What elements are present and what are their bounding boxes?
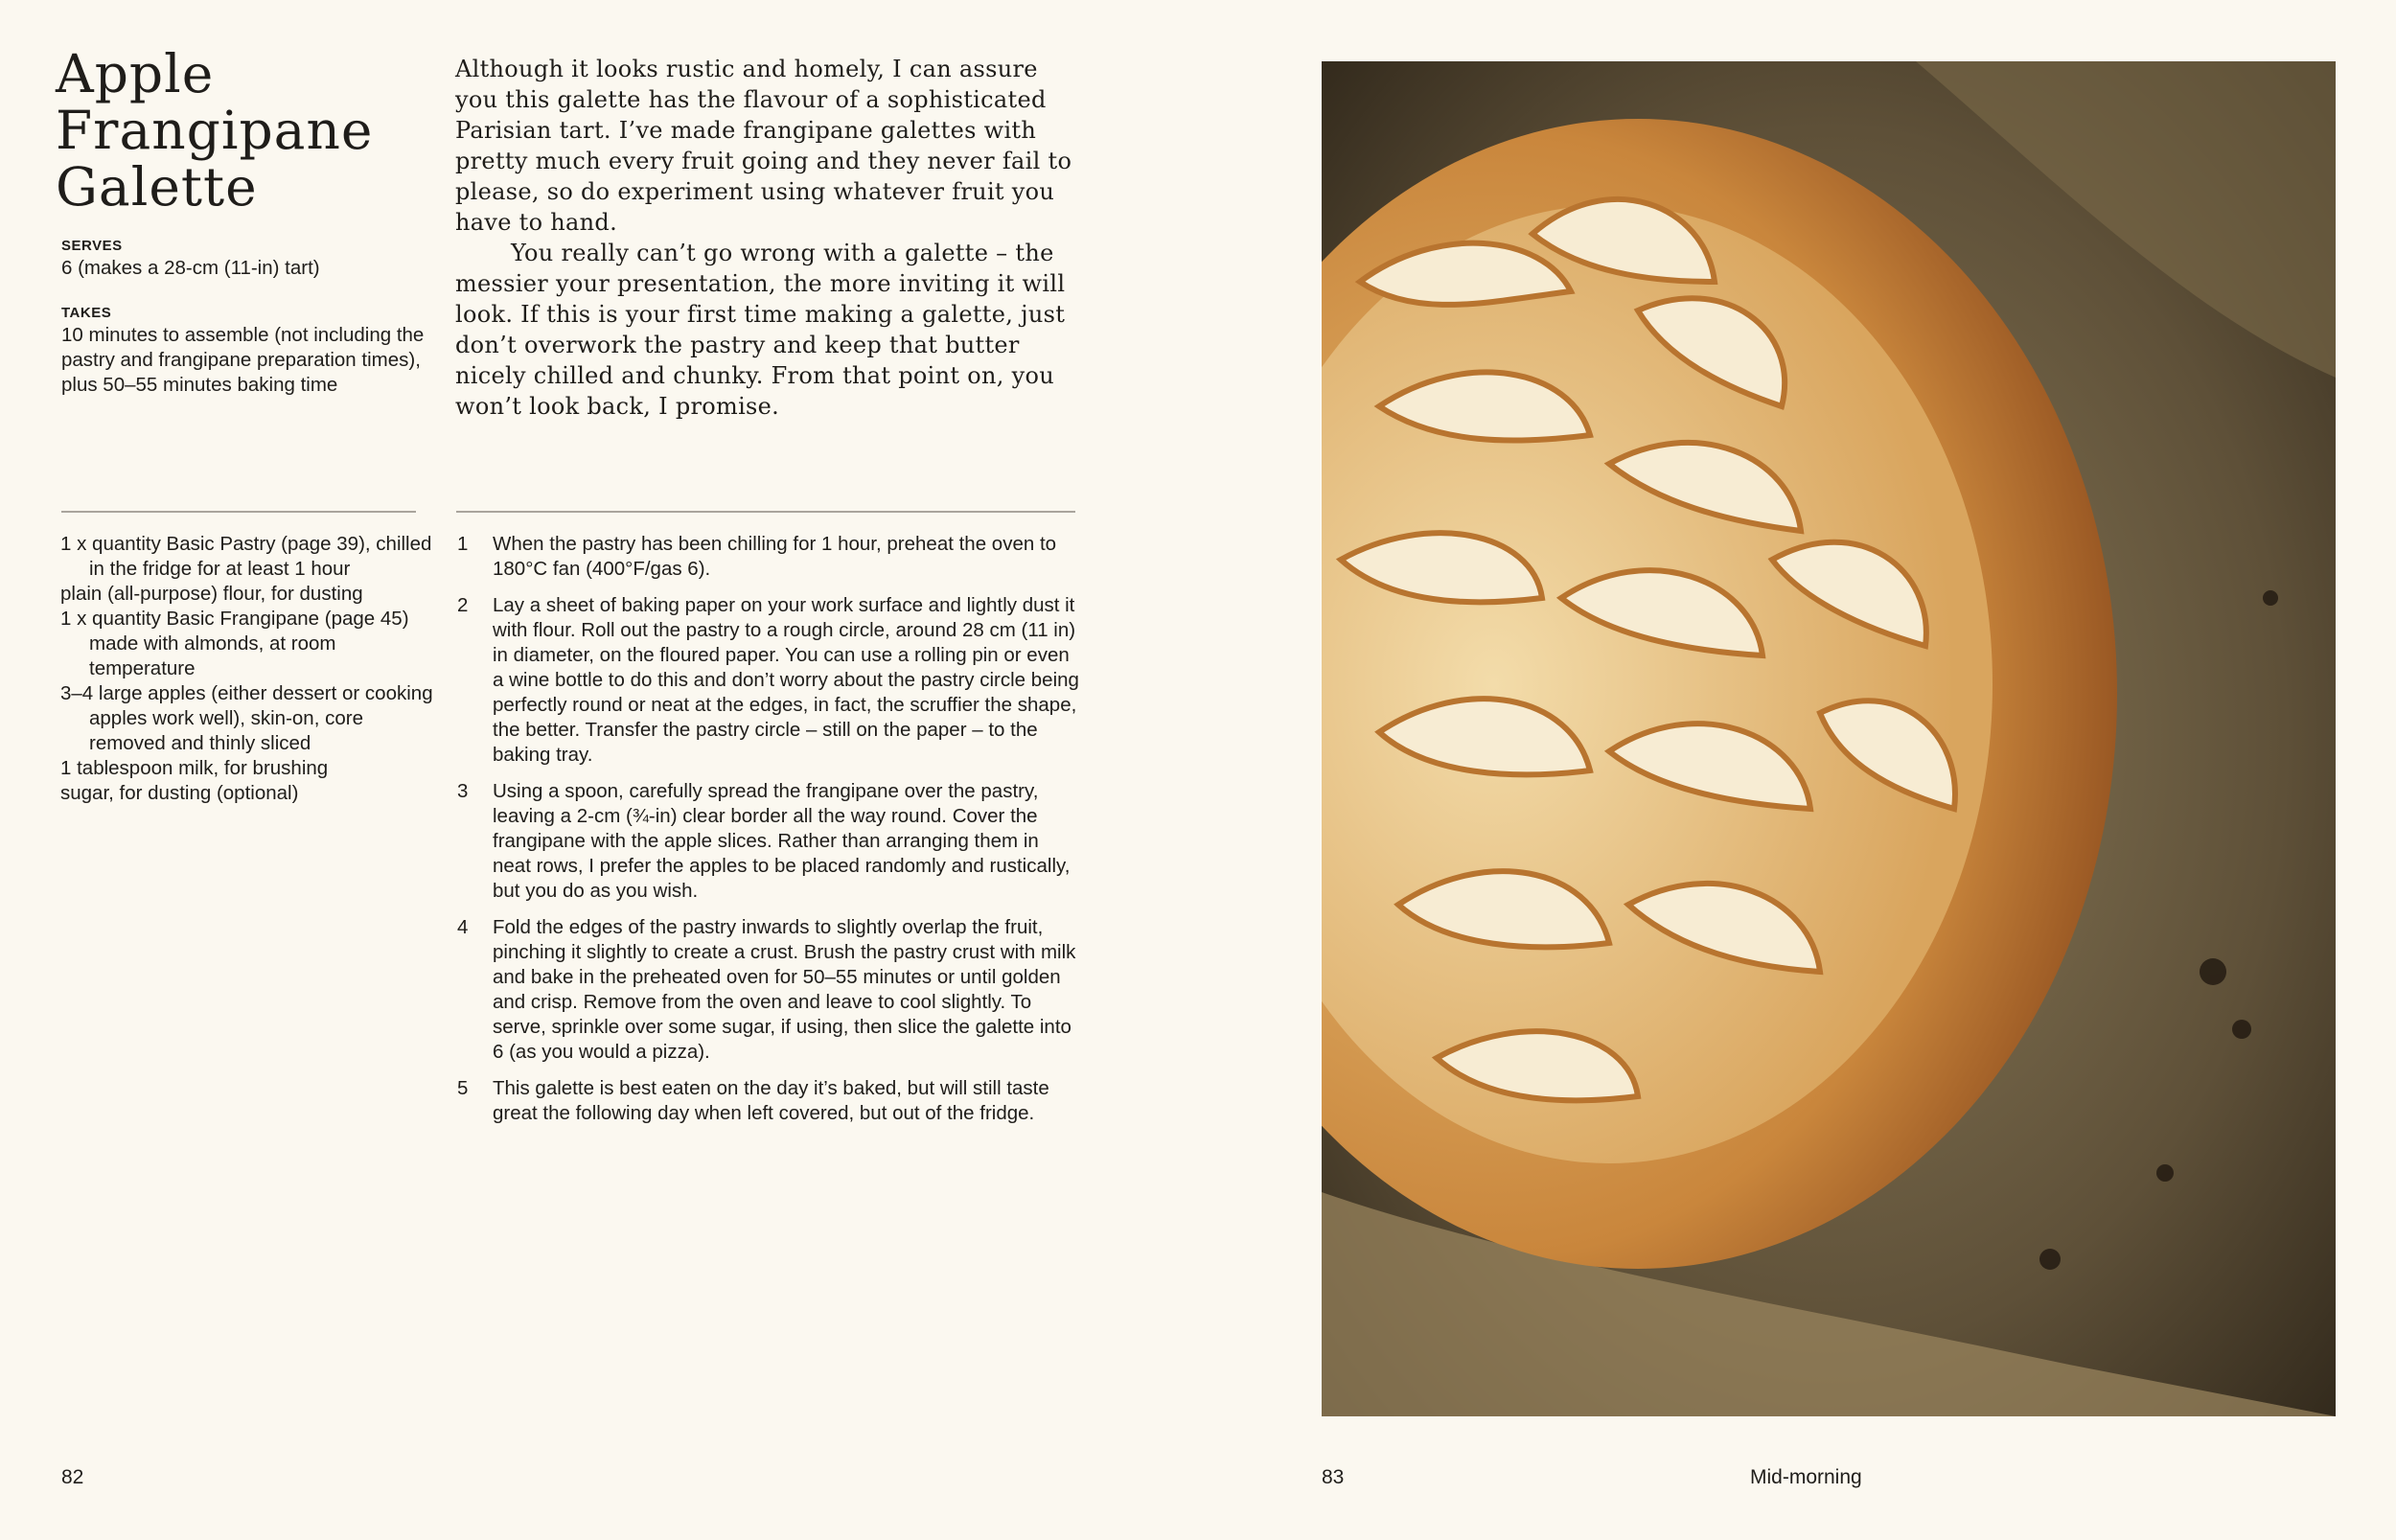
step-text: Lay a sheet of baking paper on your work surface and lightly dust it with flour. Roll out the pastry to a rough circle, around 28 cm (11 in) in diameter, on the floured paper. You can use a rolling pin or even a wine bottle to do this and don’t worry about the pastry circle being perfectly round or neat at the edges, in fact, the scruffier the shape, the better. Transfer the pastry circle – still on the paper – to the baking tray. [493,594,1079,766]
recipe-title-line: Galette [56,156,258,218]
recipe-title [56,43,420,218]
step-text: Fold the edges of the pastry inwards to slightly overlap the fruit, pinching it slightly to create a crust. Brush the pastry crust with milk and bake in the preheated oven for 50–55 minutes or until golden and crisp. Remove from the oven and leave to cool slightly. To serve, sprinkle over some sugar, if using, then slice the galette into 6 (as you would a pizza). [493,916,1076,1063]
method-step [457,593,1080,768]
step-number: 5 [457,1077,469,1099]
intro-text [455,54,1088,422]
ingredient-item: 1 x quantity Basic Frangipane (page 45) made with almonds, at room temperature [60,608,409,679]
step-number: 3 [457,780,469,802]
method-step [457,1076,1080,1126]
galette-photo [1322,61,2336,1416]
ingredients-divider [61,511,416,513]
serves-block [61,238,426,281]
intro-paragraph: Although it looks rustic and homely, I can assure you this galette has the flavour of a sophisticated Parisian tart. I’ve made frangipane galettes with pretty much every fruit going and they never fail to please, so do experiment using whatever fruit you have to hand. [455,56,1072,236]
ingredient-item: sugar, for dusting (optional) [60,782,299,804]
ingredients-list [60,532,434,806]
ingredient-item: 1 tablespoon milk, for brushing [60,757,329,779]
section-name: Mid-morning [1750,1466,1862,1488]
takes-value: 10 minutes to assemble (not including the pastry and frangipane preparation times), plus 50–55 minutes baking time [61,324,425,396]
step-text: Using a spoon, carefully spread the frangipane over the pastry, leaving a 2-cm (¾-in) clear border all the way round. Cover the frangipane with the apple slices. Rather than arranging them in neat rows, I prefer the apples to be placed randomly and rustically, but you do as you wish. [493,780,1071,902]
recipe-title-line: Frangipane [56,100,374,161]
left-page-number: 82 [61,1466,84,1488]
method-step [457,779,1080,904]
serves-label: SERVES [61,238,123,254]
method-list [457,532,1080,1138]
intro-paragraph: You really can’t go wrong with a galette – the messier your presentation, the more inviting it will look. If this is your first time making a galette, just don’t overwork the pastry and keep that butter nicely chilled and chunky. From that point on, you won’t look back, I promise. [455,240,1066,420]
serves-value: 6 (makes a 28-cm (11-in) tart) [61,257,320,279]
takes-block [61,305,426,398]
ingredient-item: 1 x quantity Basic Pastry (page 39), chilled in the fridge for at least 1 hour [60,533,432,580]
step-number: 4 [457,916,469,938]
step-text: This galette is best eaten on the day it’s baked, but will still taste great the following day when left covered, but out of the fridge. [493,1077,1049,1124]
ingredient-item: plain (all-purpose) flour, for dusting [60,583,363,605]
recipe-title-line: Apple [56,43,215,104]
right-page-number: 83 [1322,1466,1345,1488]
step-number: 2 [457,594,469,616]
step-number: 1 [457,533,469,555]
ingredient-item: 3–4 large apples (either dessert or cooking apples work well), skin-on, core removed and thinly sliced [60,682,433,754]
method-step [457,915,1080,1065]
takes-label: TAKES [61,305,112,321]
method-divider [456,511,1075,513]
galette-illustration [1322,61,2336,1416]
method-step [457,532,1080,582]
step-text: When the pastry has been chilling for 1 hour, preheat the oven to 180°C fan (400°F/gas 6). [493,533,1057,580]
